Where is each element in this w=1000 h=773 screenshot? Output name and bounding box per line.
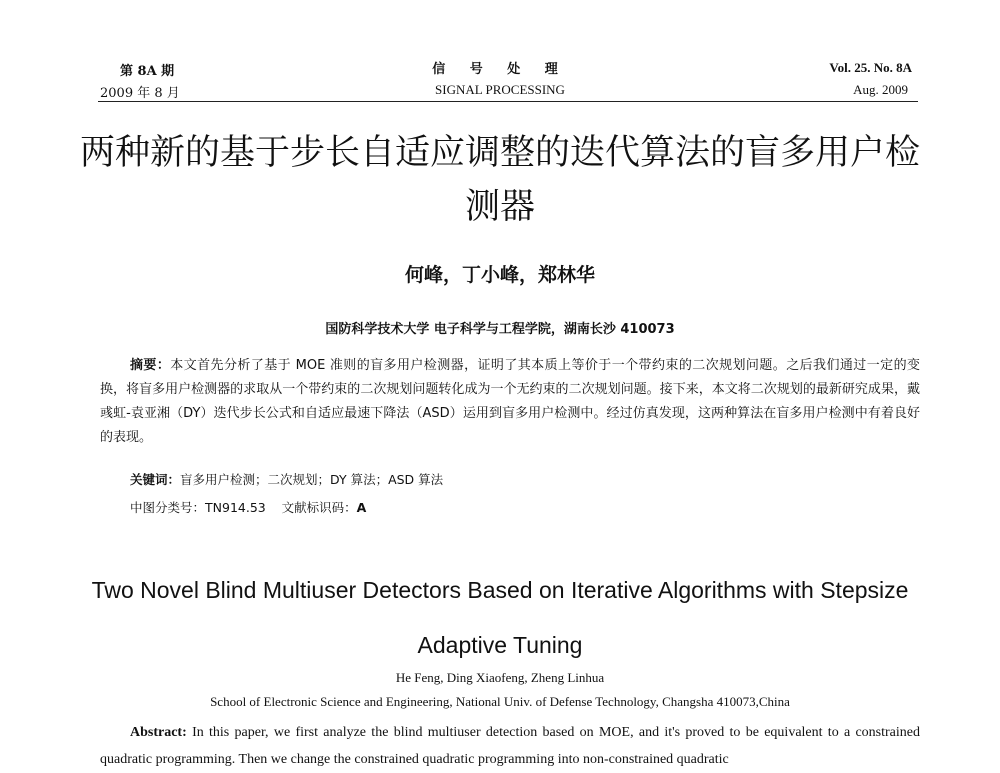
authors-cn: 何峰，丁小峰，郑林华 [404, 264, 595, 286]
class-label: 中图分类号： [130, 500, 206, 515]
abstract-label-cn: 摘要： [130, 358, 171, 373]
abstract-cn [100, 354, 920, 450]
abstract-text-cn: 本文首先分析了基于 MOE 准则的盲多用户检测器，证明了其本质上等价于一个带约束的二次规划问题。之后我们通过一定的变换，将盲多用户检测器的求取从一个带约束的二次规划问题转化成为一个无约束的二次规划问题。接下来，本文将二次规划的最新研究成果，戴彧虹-袁亚湘（DY）迭代步长公式和自适应最速下降法（ASD）运用到盲多用户检测中。经过仿真发现，这两种算法在盲多用户检测中有着良好的表现。 [100, 358, 920, 445]
abstract-label-en: Abstract: [130, 725, 187, 740]
paper-title-en: Two Novel Blind Multiuser Detectors Based on Iterative Algorithms with Stepsize Adaptive Tuning [91, 577, 909, 658]
keywords-cn [130, 470, 443, 488]
authors-en: He Feng, Ding Xiaofeng, Zheng Linhua [395, 670, 605, 685]
publication-date-cn: 2009 年 8 月 [100, 86, 180, 101]
keywords-label-cn: 关键词： [130, 472, 181, 487]
abstract-en [100, 719, 920, 773]
abstract-text-en: In this paper, we first analyze the blind multiuser detection based on MOE, and it's proved to be equivalent to a constrained quadratic programming. Then we change the constrained quadratic programming into non-constrained quadratic [100, 725, 921, 767]
affiliation-en: School of Electronic Science and Engineering, National Univ. of Defense Technology, Changsha 410073,China [210, 694, 790, 709]
doc-code-label: 文献标识码： [281, 500, 357, 515]
class-value: TN914.53 [205, 500, 266, 515]
journal-name-cn: 信 号 处 理 [432, 62, 568, 77]
paper-title-cn: 两种新的基于步长自适应调整的迭代算法的盲多用户检测器 [80, 133, 921, 227]
journal-name-en: SIGNAL PROCESSING [435, 82, 565, 97]
affiliation-cn: 国防科学技术大学 电子科学与工程学院，湖南长沙 410073 [325, 322, 675, 337]
classification-line [130, 498, 366, 516]
doc-code-value: A [356, 500, 367, 515]
header-rule [98, 101, 918, 102]
volume-info: Vol. 25. No. 8A [829, 60, 912, 75]
keywords-text-cn: 盲多用户检测；二次规划；DY 算法；ASD 算法 [180, 472, 444, 487]
issue-number: 第 8A 期 [120, 64, 175, 79]
publication-date-en: Aug. 2009 [853, 82, 908, 97]
